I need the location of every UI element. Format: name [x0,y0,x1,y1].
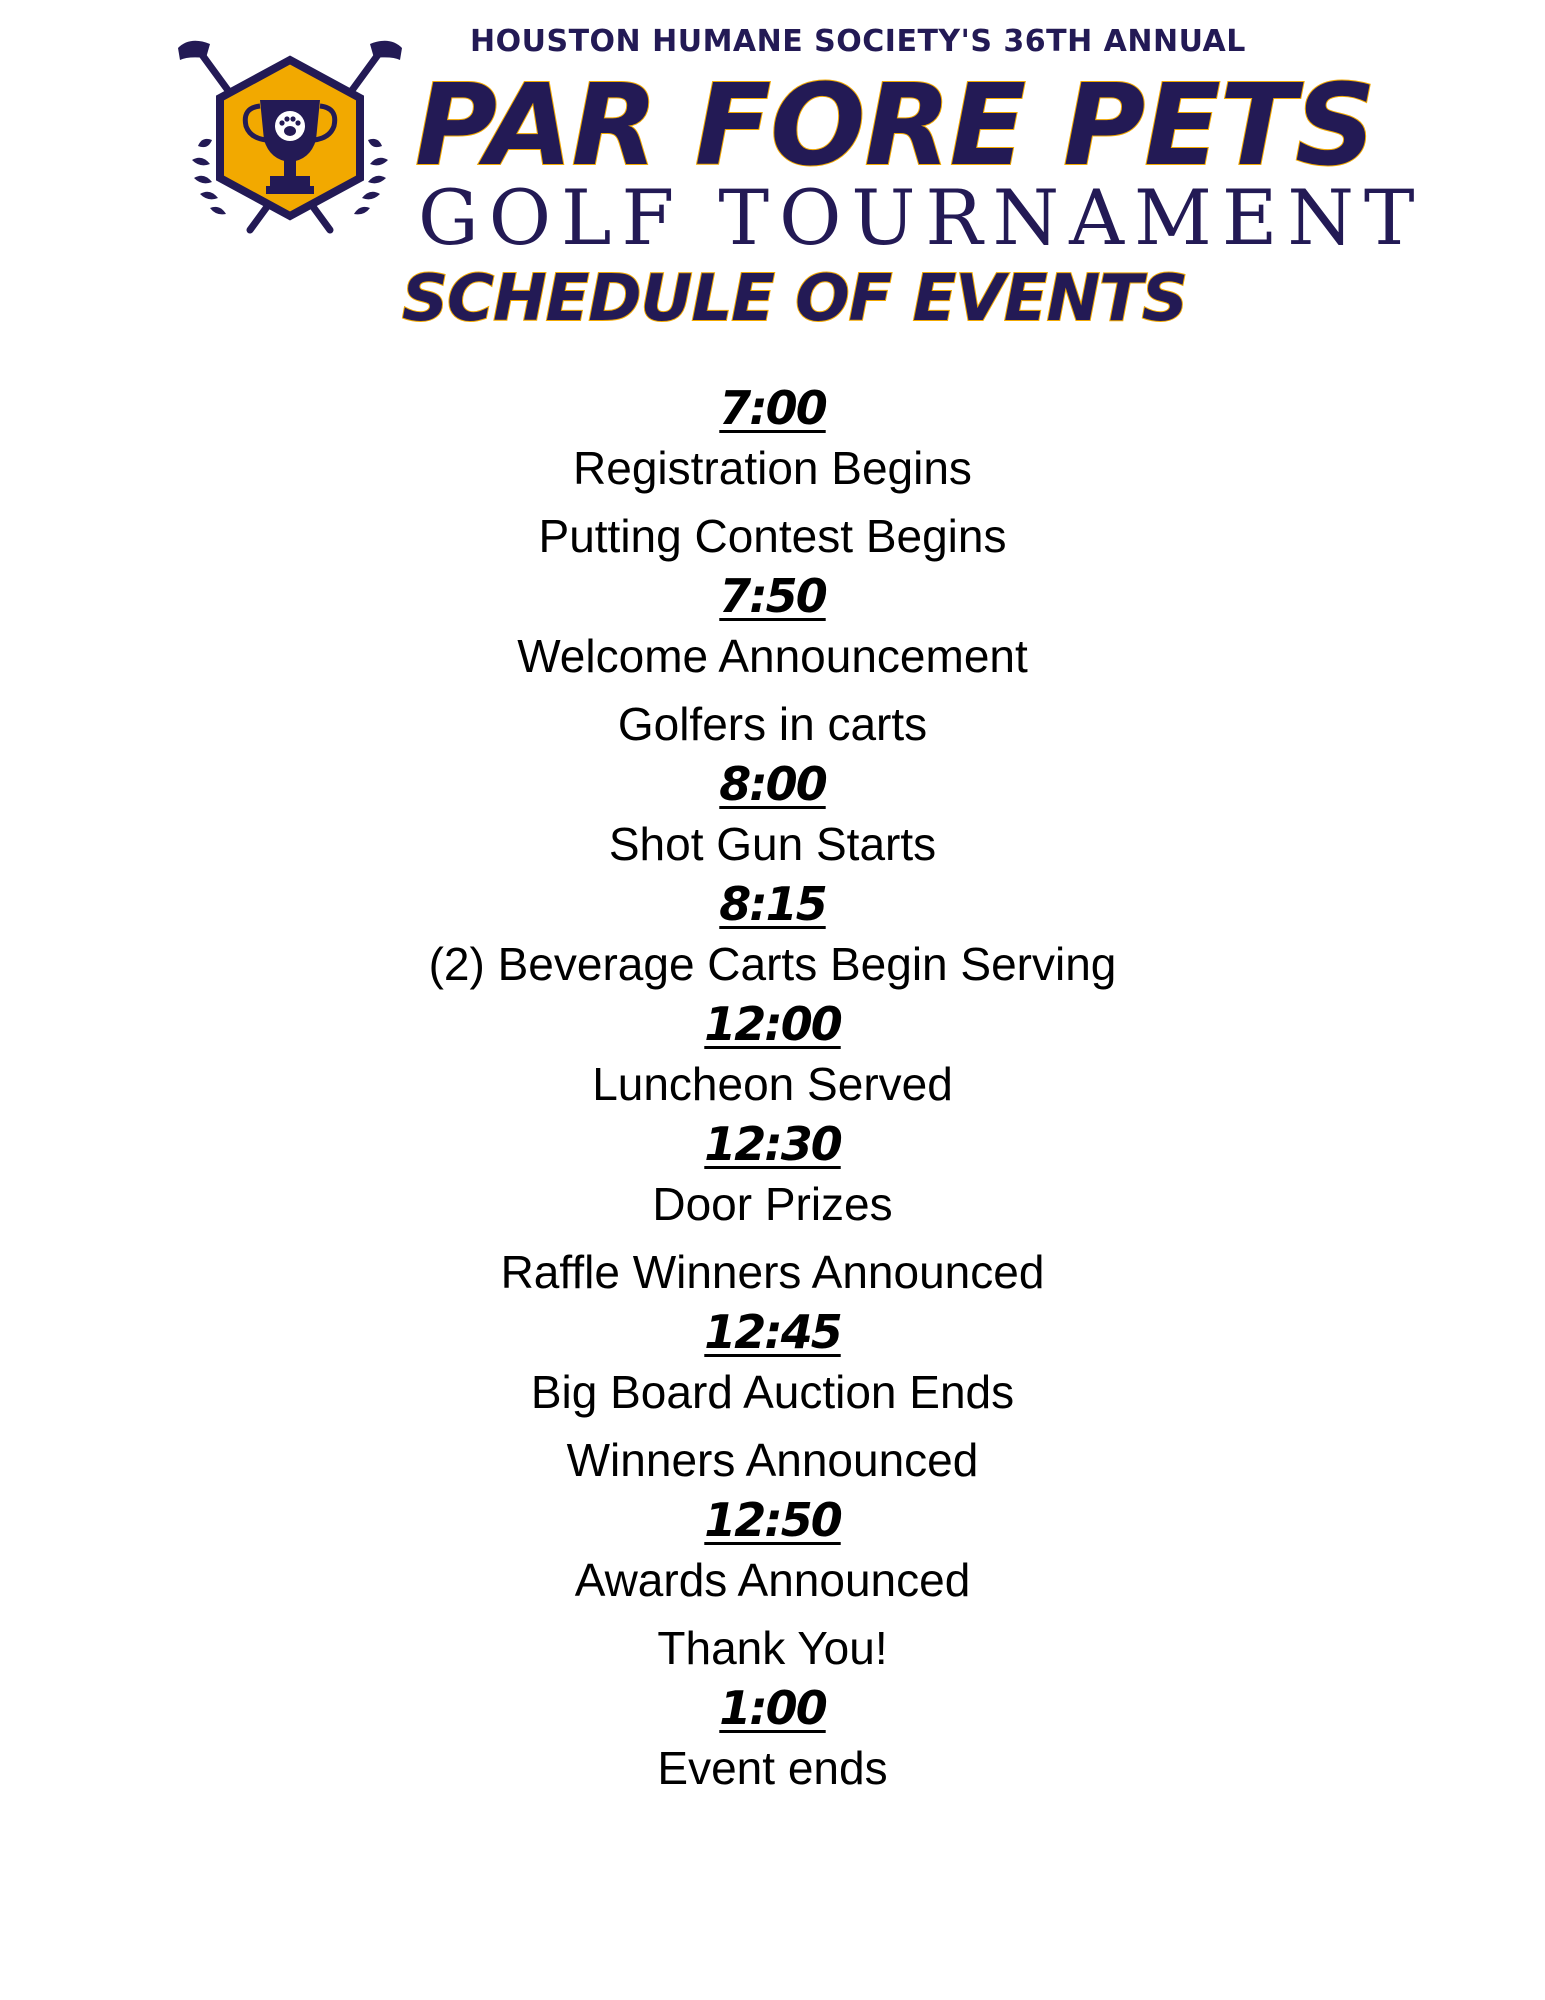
schedule-item: (2) Beverage Carts Begin Serving [428,938,1117,990]
schedule-list [0,382,1545,1802]
schedule-time: 12:50 [704,1493,841,1547]
schedule-item: Welcome Announcement [517,630,1028,682]
schedule-time: 7:50 [719,569,826,623]
schedule-time: 7:00 [719,381,826,435]
schedule-item: Thank You! [657,1622,888,1674]
schedule-item: Registration Begins [573,442,972,494]
schedule-item: Raffle Winners Announced [500,1246,1045,1298]
schedule-block [0,878,1545,998]
schedule-item: Winners Announced [566,1434,979,1486]
pre-title: HOUSTON HUMANE SOCIETY'S 36TH ANNUAL [470,24,1246,59]
schedule-time: 8:15 [719,877,826,931]
schedule-block [0,998,1545,1118]
schedule-time: 12:30 [704,1117,841,1171]
schedule-time: 1:00 [719,1681,826,1735]
schedule-time: 8:00 [719,757,826,811]
schedule-time: 12:00 [704,997,841,1051]
schedule-item: Putting Contest Begins [538,510,1007,562]
schedule-item: Awards Announced [574,1554,971,1606]
schedule-block [0,758,1545,878]
schedule-block [0,1306,1545,1494]
schedule-item: Shot Gun Starts [608,818,937,870]
schedule-time: 12:45 [704,1305,841,1359]
schedule-item: Event ends [657,1742,888,1794]
schedule-item: Door Prizes [652,1178,893,1230]
schedule-block [0,1494,1545,1682]
schedule-block [0,1118,1545,1306]
schedule-item: Golfers in carts [617,698,928,750]
schedule-item: Luncheon Served [592,1058,953,1110]
paw-print-icon [275,111,305,141]
schedule-block [0,382,1545,570]
schedule-heading: SCHEDULE OF EVENTS [402,262,1187,336]
schedule-item: Big Board Auction Ends [530,1366,1015,1418]
event-subtitle: GOLF TOURNAMENT [418,173,1425,262]
tournament-logo [170,30,410,250]
schedule-block [0,1682,1545,1802]
event-title: PAR FORE PETS [415,61,1375,191]
schedule-block [0,570,1545,758]
